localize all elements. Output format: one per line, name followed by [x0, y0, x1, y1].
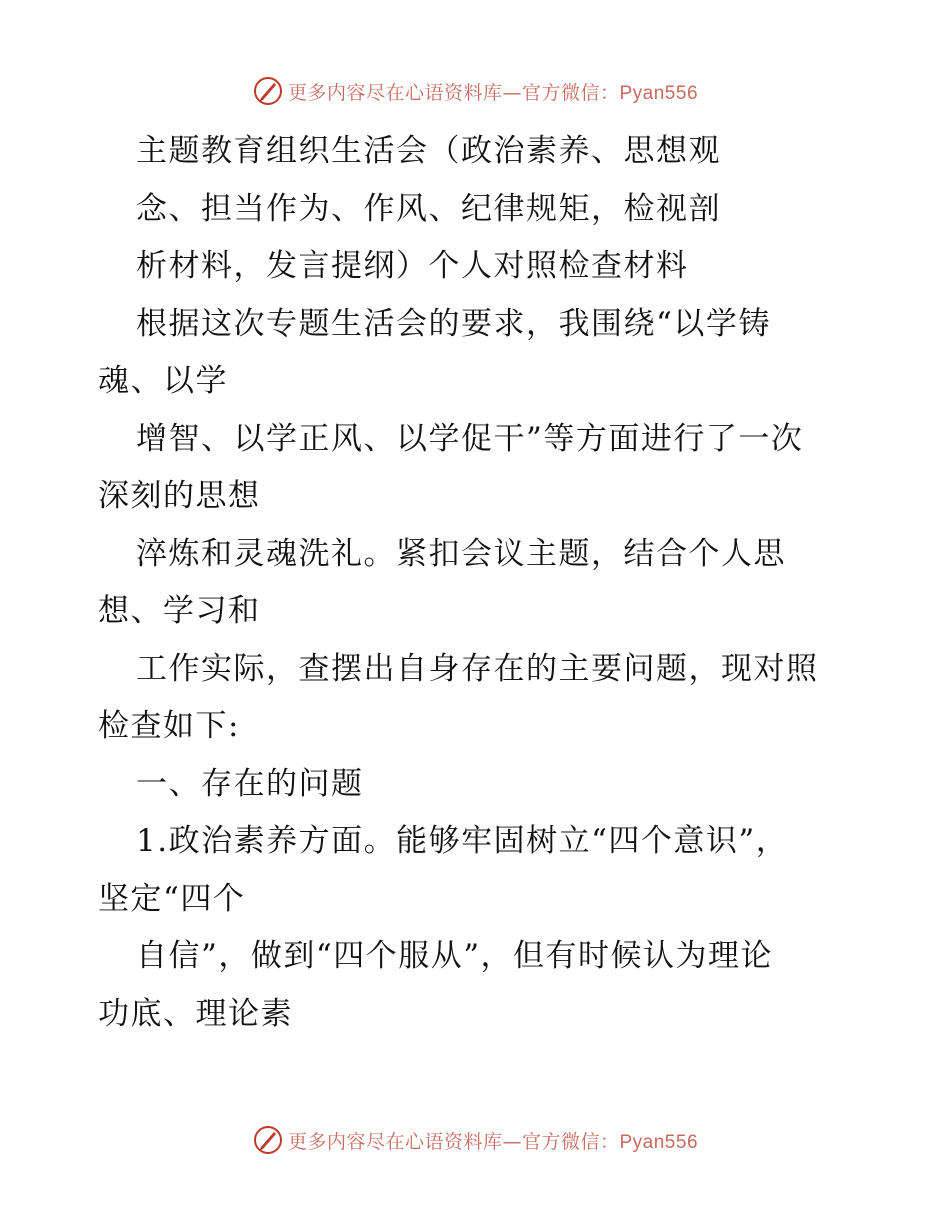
quill-logo-icon: [252, 75, 284, 107]
paragraph-line: 淬炼和灵魂洗礼。紧扣会议主题，结合个人思: [136, 535, 786, 572]
paragraph-line: 检查如下:: [98, 708, 240, 744]
title-line-1: 主题教育组织生活会（政治素养、思想观: [136, 133, 721, 169]
title-line-2: 念、担当作为、作风、纪律规矩，检视剖: [136, 190, 721, 227]
paragraph-line: 增智、以学正风、以学促干”等方面进行了一次: [136, 420, 804, 457]
watermark-wechat-id: Pyan556: [619, 82, 699, 104]
watermark-text: [288, 78, 698, 105]
watermark-text: [288, 1127, 698, 1154]
paragraph-line: 根据这次专题生活会的要求，我围绕“以学铸: [136, 305, 771, 342]
watermark-wechat-id: Pyan556: [619, 1131, 699, 1153]
paragraph-line: 魂、以学: [98, 363, 228, 399]
paragraph-line: 想、学习和: [98, 593, 261, 629]
title-line-3: 析材料，发言提纲）个人对照检查材料: [136, 248, 689, 284]
quill-logo-icon: [252, 1124, 284, 1156]
paragraph-line: 功底、理论素: [98, 995, 293, 1032]
section-heading: 一、存在的问题: [136, 765, 364, 802]
document-body: [98, 123, 858, 1043]
paragraph-line: 自信”，做到“四个服从”，但有时候认为理论: [136, 938, 774, 974]
paragraph-line: 坚定“四个: [98, 880, 246, 917]
header-watermark: [0, 71, 950, 111]
watermark-label: 更多内容尽在心语资料库—官方微信：: [287, 81, 620, 104]
watermark-label: 更多内容尽在心语资料库—官方微信：: [287, 1130, 620, 1153]
footer-watermark: [0, 1120, 950, 1160]
paragraph-line: 工作实际，查摆出自身存在的主要问题，现对照: [136, 650, 819, 687]
paragraph-line: 深刻的思想: [98, 478, 261, 514]
paragraph-line: 1.政治素养方面。能够牢固树立“四个意识”，: [136, 823, 789, 859]
